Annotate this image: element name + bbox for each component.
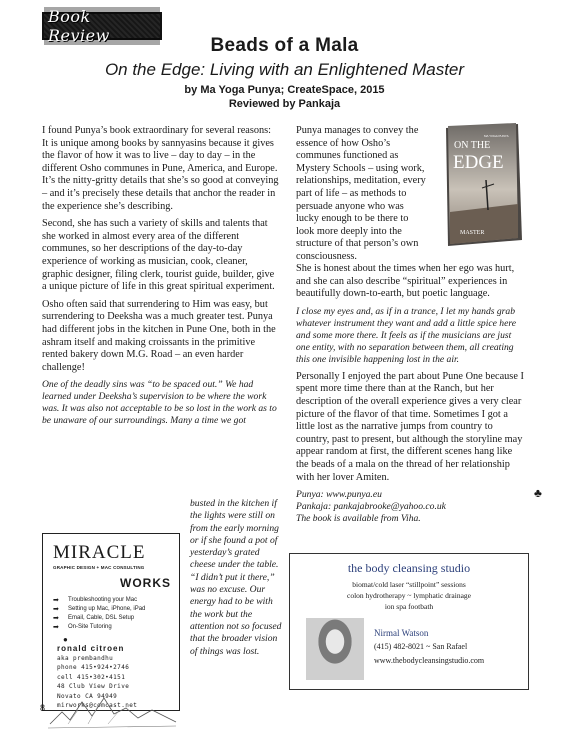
column-right-top (296, 125, 428, 269)
portrait-photo (306, 618, 364, 680)
quote: I close my eyes and, as if in a trance, I let my hands grab whatever instrument they want and add a little spice here and some more there. It feels as if the musicians are just one entity, with no separation between them, all creating this one invisible happening lost in the air. (296, 305, 516, 365)
apple-icon: ● (63, 635, 68, 644)
column-right (296, 263, 524, 525)
paragraph: She is honest about the times when her ego was hurt, and she can also describe “spiritual” experiences in beautifully down-to-earth, but poetic language. (296, 263, 515, 300)
list-item: ➡ Troubleshooting your Mac (53, 597, 138, 604)
studio-services: biomat/cold laser “stillpoint” sessions colon hydrotherapy ~ lymphatic drainage ion spa footbath (346, 580, 472, 611)
cover-word: ON THE (454, 140, 491, 151)
list-item: ➡ Email, Cable, DSL Setup (53, 615, 135, 622)
contact-email: mirworks@comcast.net (57, 702, 138, 709)
credit-line: Pankaja: pankajabrooke@yahoo.co.uk (296, 501, 446, 513)
list-item: ➡ On-Site Tutoring (53, 624, 112, 631)
service-list (53, 596, 171, 632)
contact-cell: cell 415•302•4151 (57, 673, 126, 681)
column-left (42, 125, 279, 432)
studio-website: www.thebodycleansingstudio.com (374, 656, 485, 665)
quote-continuation: busted in the kitchen if the lights were still on from the early morning or if she found a pot of yesterday’s grated cheese under the table. “I didn’t put it there,” was no excuse. Our energy had to be with the work but the attention not so focused that the broader vision of things was lost. (190, 498, 282, 657)
reviewer-credit: Reviewed by Pankaja (228, 98, 341, 110)
studio-person: Nirmal Watson (374, 628, 429, 638)
cover-bottom: MASTER (460, 230, 485, 236)
paragraph: I found Punya’s book extraordinary for several reasons: It is unique among books by sannyasins because it gives the flavor of how it was to live – day to day – in the different Osho communes in Pune, America, and Europe. It’s the nitty-gritty details that she’s so good at conveying – and it’s precisely these details that anchor the reader in the experience she’s describing. (42, 125, 279, 212)
contact-name: ronald citroen (57, 644, 125, 653)
book-cover-image (438, 122, 524, 248)
section-badge-label: Book Review (44, 7, 160, 45)
byline: by Ma Yoga Punya; CreateSpace, 2015 (184, 84, 385, 96)
quote: One of the deadly sins was “to be spaced out.” We had learned under Deeksha’s supervision to be where the work was. It was also not acceptable to be so lost in the work as to be unaware of our surroundings. Many a time we got (42, 379, 277, 427)
studio-name: the body cleansing studio (347, 561, 471, 575)
cover-title: EDGE (453, 152, 504, 173)
contact-city: Novato CA 94949 (57, 692, 118, 700)
miracle-works-ad (42, 533, 180, 711)
book-title: On the Edge: Living with an Enlightened Master (104, 60, 465, 79)
studio-phone: (415) 482-8021 ~ San Rafael (374, 642, 468, 651)
landscape-sketch (48, 690, 178, 730)
end-mark-icon: ♣ (534, 486, 542, 500)
contact-phone: phone 415•924•2746 (57, 664, 130, 671)
arrow-icon: ➡ (53, 606, 59, 613)
article-title: Beads of a Mala (210, 35, 359, 56)
ad-brand: MIRACLE (53, 542, 146, 563)
paragraph: Punya manages to convey the essence of how Osho’s communes functioned as Mystery Schools – using work, relationships, meditation, every part of life – as methods to persuade anyone who was lucky enough to be there to look more deeply into the structure of that person’s own consciousness. (296, 125, 426, 262)
ad-tagline: GRAPHIC DESIGN + MAC CONSULTING (53, 565, 145, 570)
credit-line: Punya: www.punya.eu (296, 489, 382, 501)
credit-line: The book is available from Viha. (296, 513, 421, 525)
arrow-icon: ➡ (53, 615, 59, 622)
arrow-icon: ➡ (53, 624, 59, 631)
contact-address: 48 Club View Drive (57, 683, 130, 690)
studio-contact (374, 626, 484, 668)
ad-works: WORKS (120, 576, 171, 590)
cover-author: MA YOGA PUNYA (484, 134, 509, 138)
arrow-icon: ➡ (53, 597, 59, 604)
paragraph: Osho often said that surrendering to Him was easy, but surrendering to Deeksha was a much greater test. Punya had different jobs in the kitchen in Pune One, both in the ashram itself and making croissants in the primitive rented bakery down M.G. Road – an even harder challenge! (42, 298, 276, 373)
paragraph: Personally I enjoyed the part about Pune One because I spent more time there than at the Ranch, but her description of the overall experience gives a very clear picture of the flavor of that time. Sometimes I got a little lost as the narrative jumps from country to country, past to present, but although the storyline may appear random at first, the different scenes hang like the beads of a mala on the thread of her relationship with her lover Amiten. (296, 370, 524, 483)
page-number: 8 (40, 703, 46, 713)
body-cleansing-studio-ad (289, 553, 529, 690)
paragraph: Second, she has such a variety of skills and talents that she worked in almost every area of the different communes, so her descriptions of the day-to-day experience of working as musician, cook, cleaner, graphic designer, filing clerk, tourist guide, builder, give a unique picture of life in this great spiritual experiment. (42, 218, 275, 293)
list-item: ➡ Setting up Mac, iPhone, iPad (53, 606, 146, 613)
contact-aka: aka prembandhu (57, 654, 114, 662)
